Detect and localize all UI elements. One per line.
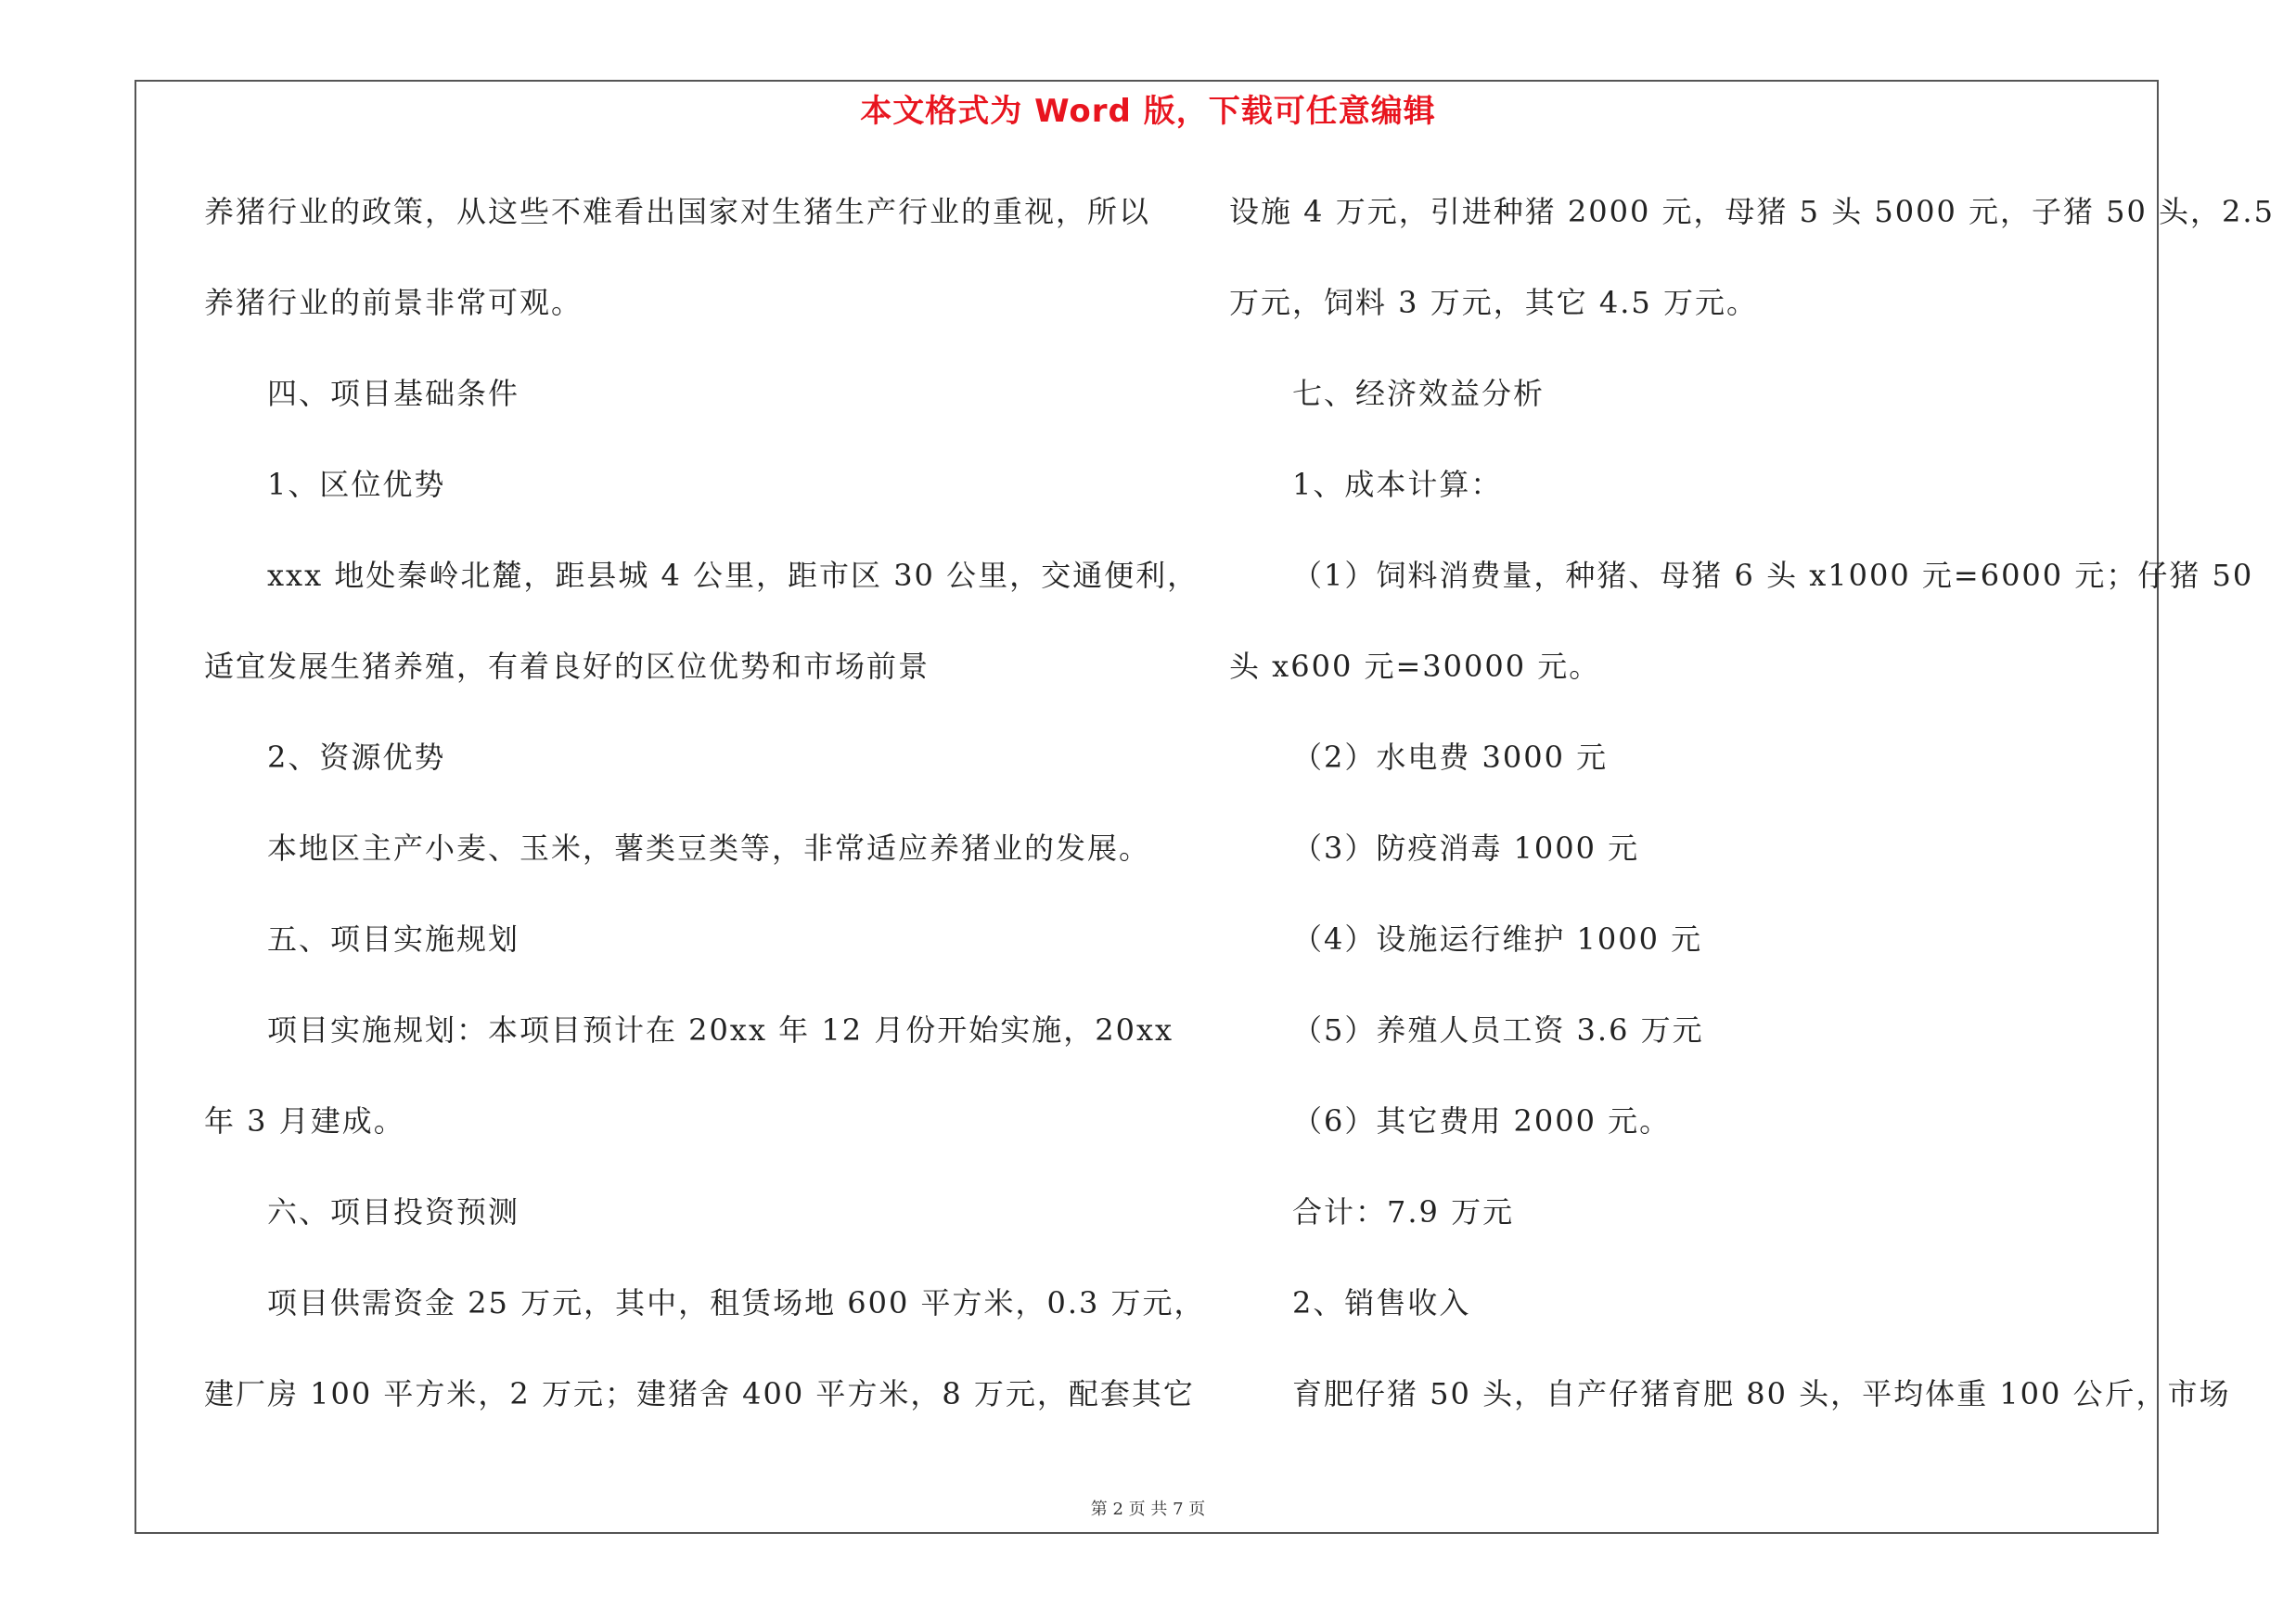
text-line: 项目供需资金 25 万元，其中，租赁场地 600 平方米，0.3 万元， (267, 1285, 1206, 1320)
text-line: （5）养殖人员工资 3.6 万元 (1292, 1012, 1704, 1048)
text-line: 设施 4 万元，引进种猪 2000 元，母猪 5 头 5000 元，子猪 50 头，2.5 (1229, 194, 2275, 229)
text-line: 四、项目基础条件 (267, 376, 520, 411)
text-line: （1）饲料消费量，种猪、母猪 6 头 x1000 元=6000 元；仔猪 50 (1292, 558, 2254, 593)
text-line: 五、项目实施规划 (267, 921, 520, 957)
text-line: 七、经济效益分析 (1292, 376, 1546, 411)
text-line: 万元，饲料 3 万元，其它 4.5 万元。 (1229, 285, 1758, 320)
text-line: 合计：7.9 万元 (1292, 1194, 1515, 1230)
left-column (204, 186, 1206, 1459)
text-line: （4）设施运行维护 1000 元 (1292, 921, 1703, 957)
page-footer: 第 2 页 共 7 页 (1090, 1500, 1206, 1519)
text-line: （6）其它费用 2000 元。 (1292, 1103, 1672, 1139)
text-line: 1、成本计算： (1292, 467, 1503, 502)
text-line: （3）防疫消毒 1000 元 (1292, 831, 1640, 866)
text-line: 本地区主产小麦、玉米，薯类豆类等，非常适应养猪业的发展。 (267, 831, 1151, 866)
text-line: 养猪行业的政策，从这些不难看出国家对生猪生产行业的重视，所以 (204, 194, 1151, 229)
text-line: 2、资源优势 (267, 740, 446, 775)
text-line: 年 3 月建成。 (204, 1103, 405, 1139)
text-line: 2、销售收入 (1292, 1285, 1471, 1320)
text-line: 育肥仔猪 50 头，自产仔猪育肥 80 头，平均体重 100 公斤，市场 (1292, 1376, 2231, 1411)
text-line: 六、项目投资预测 (267, 1194, 520, 1230)
text-line: 头 x600 元=30000 元。 (1229, 649, 1601, 684)
text-line: 1、区位优势 (267, 467, 446, 502)
text-line: （2）水电费 3000 元 (1292, 740, 1609, 775)
text-line: 养猪行业的前景非常可观。 (204, 285, 584, 320)
format-banner: 本文格式为 Word 版，下载可任意编辑 (860, 93, 1436, 130)
text-line: 项目实施规划：本项目预计在 20xx 年 12 月份开始实施，20xx (267, 1012, 1174, 1048)
text-line: 建厂房 100 平方米，2 万元；建猪舍 400 平方米，8 万元，配套其它 (204, 1376, 1195, 1411)
right-column (1229, 186, 2275, 1459)
text-line: 适宜发展生猪养殖，有着良好的区位优势和市场前景 (204, 649, 930, 684)
text-line: xxx 地处秦岭北麓，距县城 4 公里，距市区 30 公里，交通便利， (267, 558, 1199, 593)
